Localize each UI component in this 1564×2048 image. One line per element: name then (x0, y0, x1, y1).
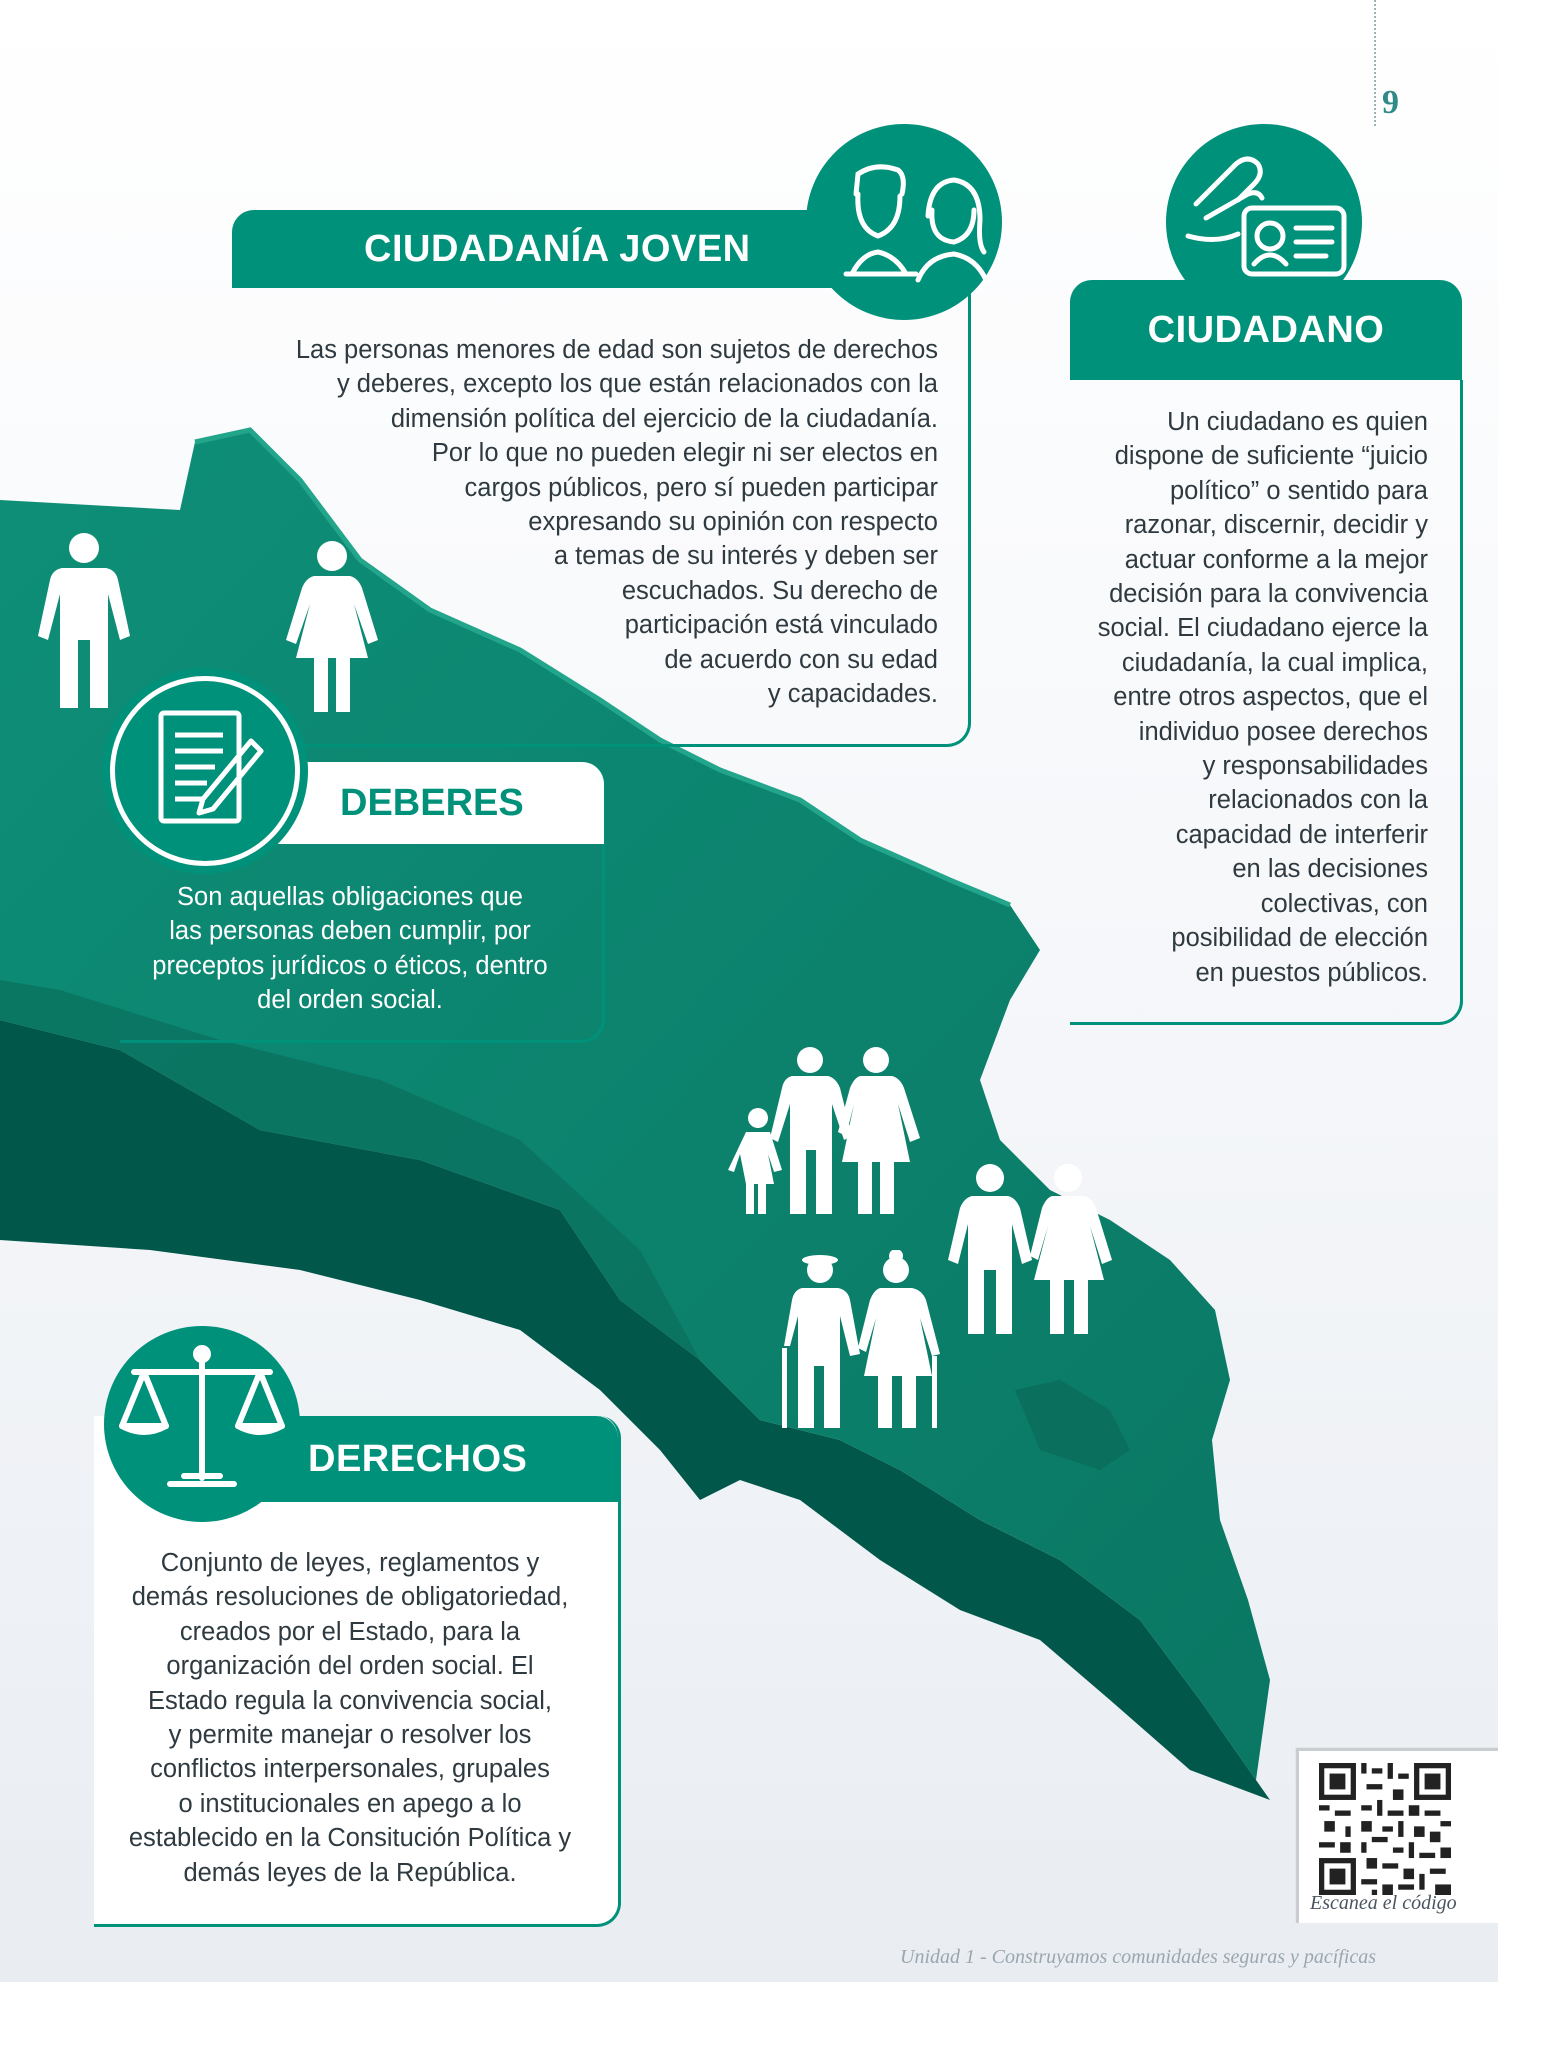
woman-figure-icon (284, 540, 380, 712)
document-pen-icon (110, 676, 300, 866)
text-line: a temas de su interés y deben ser (553, 542, 938, 571)
text-line: Un ciudadano es quien (1167, 408, 1428, 436)
text-line: conflictos interpersonales, grupales (150, 1755, 550, 1784)
text-line: y permite manejar o resolver los (168, 1721, 532, 1750)
text-line: escuchados. Su derecho de (621, 576, 938, 605)
text-line: en puestos públicos. (1195, 958, 1428, 987)
text-line: y deberes, excepto los que están relacionados con la (336, 370, 938, 399)
derechos-title: DERECHOS (308, 1437, 528, 1480)
text-line: colectivas, con (1260, 889, 1428, 918)
text-line: posibilidad de elección (1171, 924, 1428, 953)
text-line: social. El ciudadano ejerce la (1097, 614, 1428, 643)
text-line: dimensión política del ejercicio de la ciudadanía. (390, 404, 938, 433)
text-line: razonar, discernir, decidir y (1124, 511, 1428, 540)
ciudadano-text (1060, 405, 1428, 990)
text-line: establecido en la Consitución Política y (128, 1824, 572, 1853)
couple-figures-icon (948, 1164, 1112, 1334)
text-line: organización del orden social. El (166, 1652, 534, 1681)
deberes-text (120, 880, 580, 1018)
page-margin-line (1374, 0, 1376, 126)
text-line: las personas deben cumplir, por (169, 917, 531, 946)
text-line: cargos públicos, pero sí pueden participar (464, 473, 938, 502)
text-line: Estado regula la convivencia social, (148, 1686, 552, 1715)
text-line: creados por el Estado, para la (179, 1617, 521, 1646)
text-line: y responsabilidades (1202, 752, 1428, 781)
balance-scale-icon (104, 1326, 300, 1522)
page-number: 9 (1382, 84, 1399, 121)
text-line: ciudadanía, la cual implica, (1121, 648, 1428, 677)
text-line: o institucionales en apego a lo (178, 1789, 522, 1818)
text-line: entre otros aspectos, que el (1113, 683, 1428, 712)
text-line: individuo posee derechos (1138, 717, 1428, 746)
text-line: decisión para la convivencia (1109, 580, 1428, 609)
elderly-couple-figures-icon (776, 1250, 942, 1430)
text-line: expresando su opinión con respecto (528, 508, 938, 537)
text-line: en las decisiones (1232, 855, 1428, 884)
text-line: y capacidades. (767, 680, 938, 709)
text-line: de acuerdo con su edad (664, 645, 938, 674)
ciudadano-title-bar (1070, 280, 1462, 380)
page-footer: Unidad 1 - Construyamos comunidades seguras y pacíficas (900, 1946, 1377, 1968)
text-line: Son aquellas obligaciones que (177, 883, 523, 911)
qr-code[interactable] (1319, 1763, 1451, 1895)
text-line: participación está vinculado (624, 611, 938, 640)
text-line: demás resoluciones de obligatoriedad, (131, 1583, 569, 1612)
text-line: actuar conforme a la mejor (1124, 545, 1428, 574)
text-line: relacionados con la (1208, 786, 1428, 815)
ciudadania-joven-title: CIUDADANÍA JOVEN (364, 227, 751, 270)
text-line: preceptos jurídicos o éticos, dentro (152, 951, 548, 980)
text-line: capacidad de interferir (1175, 820, 1428, 849)
family-figures-icon (728, 1046, 924, 1216)
qr-caption: Escanea el código (1310, 1892, 1457, 1914)
man-figure-icon (36, 532, 132, 708)
ciudadano-title: CIUDADANO (1147, 308, 1385, 351)
text-line: Por lo que no pueden elegir ni ser electos en (431, 439, 938, 468)
text-line: demás leyes de la República. (183, 1858, 517, 1887)
text-line: político” o sentido para (1170, 476, 1428, 505)
derechos-text (100, 1546, 600, 1890)
text-line: dispone de suficiente “juicio (1114, 442, 1428, 471)
deberes-title: DEBERES (340, 782, 524, 824)
young-man-woman-icon (806, 124, 1002, 320)
text-line: del orden social. (257, 986, 443, 1015)
text-line: Conjunto de leyes, reglamentos y (160, 1549, 540, 1577)
text-line: Las personas menores de edad son sujetos de derechos (295, 336, 938, 364)
